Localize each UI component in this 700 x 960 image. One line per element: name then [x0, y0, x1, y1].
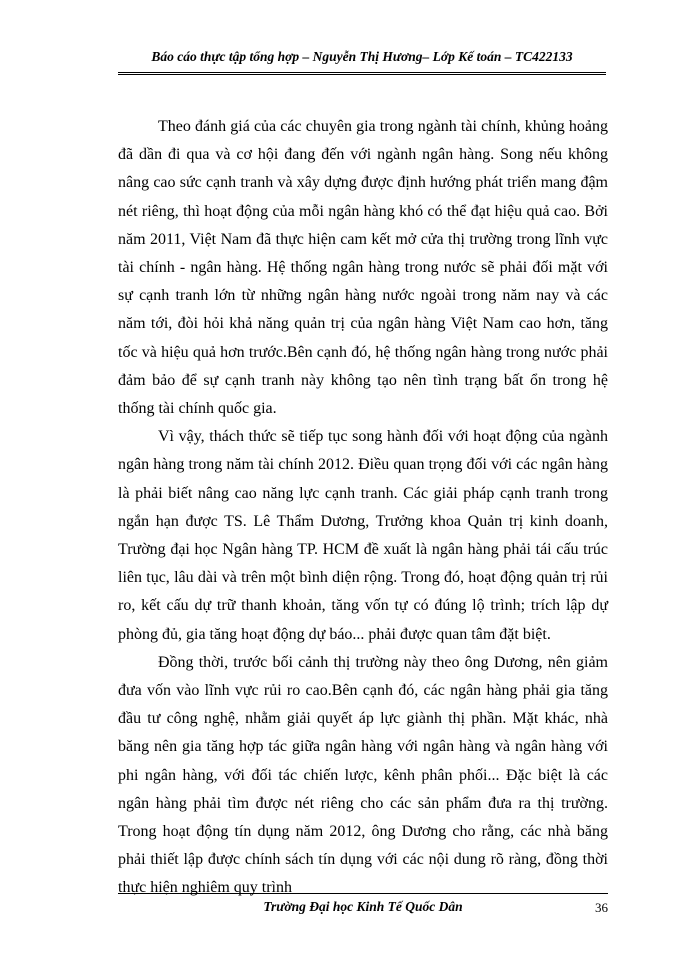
paragraph-3: Đồng thời, trước bối cảnh thị trường này theo ông Dương, nên giảm đưa vốn vào lĩnh vực rủi ro cao.Bên cạnh đó, các ngân hàng phải gia tăng đầu tư công nghệ, nhằm giải quyết áp lực giành thị phần. Mặt khác, nhà băng nên gia tăng hợp tác giữa ngân hàng với ngân hàng và ngân hàng với phi ngân hàng, với đối tác chiến lược, kênh phân phối... Đặc biệt là các ngân hàng phải tìm được nét riêng cho các sản phẩm đưa ra thị trường. Trong hoạt động tín dụng năm 2012, ông Dương cho rằng, các nhà băng phải thiết lập được chính sách tín dụng với các nội dung rõ ràng, đồng thời thực hiện nghiêm quy trình [118, 653, 608, 897]
paragraph-2: Vì vậy, thách thức sẽ tiếp tục song hành đối với hoạt động của ngành ngân hàng trong năm tài chính 2012. Điều quan trọng đối với các ngân hàng là phải biết nâng cao năng lực cạnh tranh. Các giải pháp cạnh tranh trong ngắn hạn được TS. Lê Thẩm Dương, Trưởng khoa Quản trị kinh doanh, Trường đại học Ngân hàng TP. HCM đề xuất là ngân hàng phải tái cấu trúc liên tục, lâu dài và trên một bình diện rộng. Trong đó, hoạt động quản trị rủi ro, kết cấu dự trữ thanh khoản, tăng vốn tự có đúng lộ trình; trích lập dự phòng đủ, gia tăng hoạt động dự báo... phải được quan tâm đặt biệt. [118, 428, 608, 643]
page-header: Báo cáo thực tập tổng hợp – Nguyễn Thị Hương– Lớp Kế toán – TC422133 [151, 49, 573, 64]
page-footer: Trường Đại học Kinh Tế Quốc Dân [263, 899, 463, 914]
header-rule [118, 72, 606, 75]
paragraph-1: Theo đánh giá của các chuyên gia trong ngành tài chính, khủng hoảng đã dần đi qua và cơ hội đang đến với ngành ngân hàng. Song nếu không nâng cao sức cạnh tranh và xây dựng được định hướng phát triển mang đậm nét riêng, thì hoạt động của mỗi ngân hàng khó có thể đạt hiệu quả cao. Bởi năm 2011, Việt Nam đã thực hiện cam kết mở cửa thị trường trong lĩnh vực tài chính - ngân hàng. Hệ thống ngân hàng trong nước sẽ phải đối mặt với sự cạnh tranh lớn từ những ngân hàng nước ngoài trong năm nay và các năm tới, đòi hỏi khả năng quản trị của ngân hàng Việt Nam cao hơn, tăng tốc và hiệu quả hơn trước.Bên cạnh đó, hệ thống ngân hàng trong nước phải đảm bảo để sự cạnh tranh này không tạo nên tình trạng bất ổn trong hệ thống tài chính quốc gia. [118, 118, 608, 418]
document-body [118, 113, 608, 903]
footer-rule [118, 893, 608, 894]
page-number: 36 [595, 900, 608, 915]
